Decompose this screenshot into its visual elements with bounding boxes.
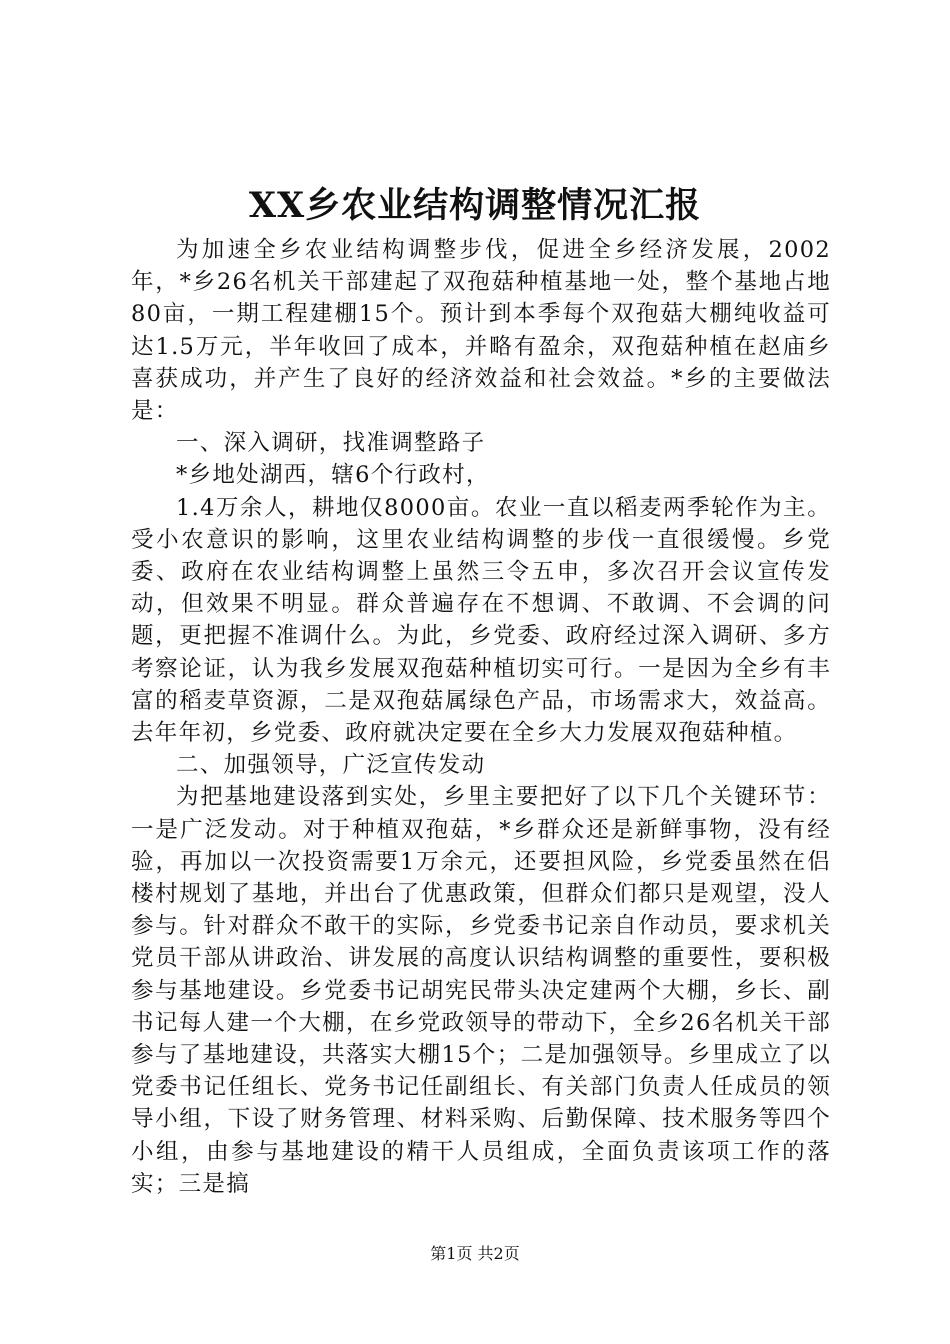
section-heading-1: 一、深入调研，找准调整路子 [176,430,486,457]
paragraph-measures: 为把基地建设落到实处，乡里主要把好了以下几个关键环节：一是广泛发动。对于种植双孢菇，*乡群众还是新鲜事物，没有经验，再加以一次投资需要1万余元，还要担风险，乡党委虽然在侣楼村规划了基地，并出台了优惠政策，但群众们都只是观望，没人参与。针对群众不敢干的实际，乡党委书记亲自作动员，要求机关党员干部从讲政治、讲发展的高度认识结构调整的重要性，要积极参与基地建设。乡党委书记胡宪民带头决定建两个大棚，乡长、副书记每人建一个大棚，在乡党政领导的带动下，全乡26名机关干部参与了基地建设，共落实大棚15个；二是加强领导。乡里成立了以党委书记任组长、党务书记任副组长、有关部门负责人任成员的领导小组，下设了财务管理、材料采购、后勤保障、技术服务等四个小组，由参与基地建设的精干人员组成，全面负责该项工作的落实；三是搞 [131,784,831,1197]
paragraph-location: *乡地处湖西，辖6个行政村， [176,462,490,489]
section-heading-2: 二、加强领导，广泛宣传发动 [176,752,486,779]
paragraph-background: 1.4万余人，耕地仅8000亩。农业一直以稻麦两季轮作为主。受小农意识的影响，这里农业结构调整的步伐一直很缓慢。乡党委、政府在农业结构调整上虽然三令五申，多次召开会议宣传发动，但效果不明显。群众普遍存在不想调、不敢调、不会调的问题，更把握不准调什么。为此，乡党委、政府经过深入调研、多方考察论证，认为我乡发展双孢菇种植切实可行。一是因为全乡有丰富的稻麦草资源，二是双孢菇属绿色产品，市场需求大，效益高。去年年初，乡党委、政府就决定要在全乡大力发展双孢菇种植。 [131,494,831,747]
document-body [131,234,831,1200]
paragraph-intro: 为加速全乡农业结构调整步伐，促进全乡经济发展，2002年，*乡26名机关干部建起了双孢菇种植基地一处，整个基地占地80亩，一期工程建棚15个。预计到本季每个双孢菇大棚纯收益可达1.5万元，半年收回了成本，并略有盈余，双孢菇种植在赵庙乡喜获成功，并产生了良好的经济效益和社会效益。*乡的主要做法是： [131,237,831,425]
document-title: XX乡农业结构调整情况汇报 [248,185,702,226]
page-footer: 第1页 共2页 [430,1244,520,1263]
